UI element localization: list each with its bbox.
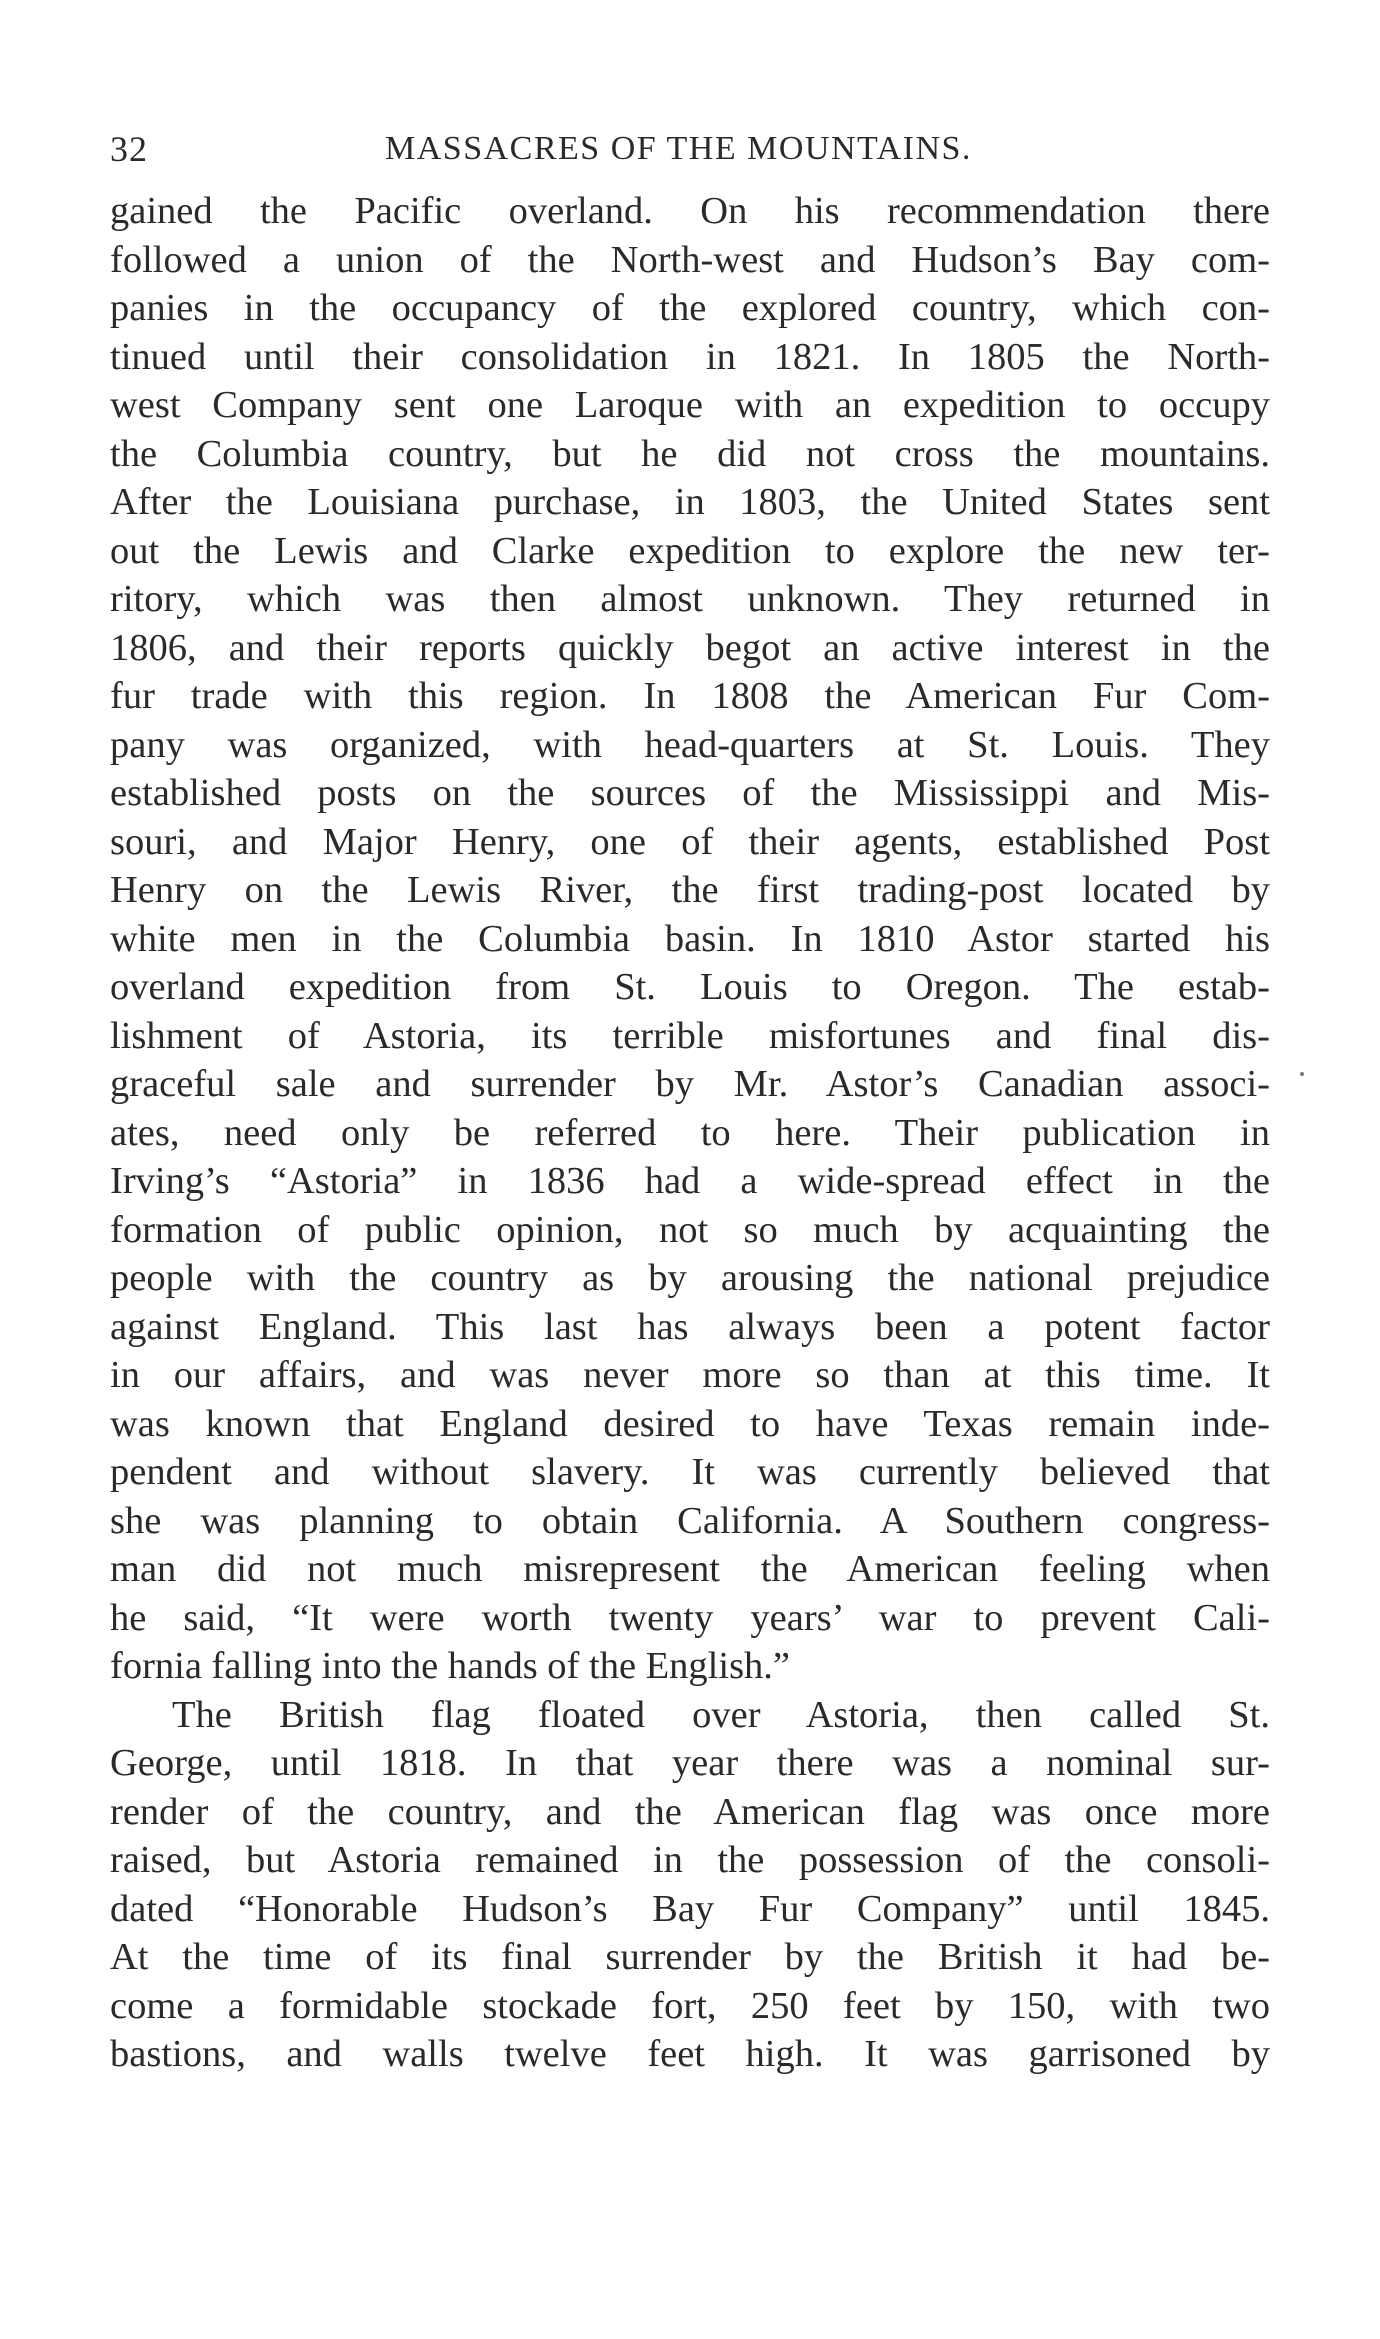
text-line: formation of public opinion, not so much by acquainting the — [110, 1208, 1270, 1251]
text-line: George, until 1818. In that year there was a nominal sur- — [110, 1742, 1270, 1784]
text-line: white men in the Columbia basin. In 1810 Astor started his — [110, 917, 1270, 960]
body-text — [110, 187, 1270, 2079]
text-line: graceful sale and surrender by Mr. Astor’s Canadian associ- — [110, 1063, 1270, 1105]
text-line: pendent and without slavery. It was currently believed that — [110, 1451, 1270, 1493]
text-line: established posts on the sources of the Mississippi and Mis- — [110, 772, 1270, 814]
text-line: souri, and Major Henry, one of their agents, established Post — [110, 820, 1270, 863]
text-line: against England. This last has always been a potent factor — [110, 1305, 1270, 1348]
text-line: gained the Pacific overland. On his recommendation there — [110, 190, 1270, 232]
text-line: panies in the occupancy of the explored country, which con- — [110, 287, 1270, 329]
text-line: overland expedition from St. Louis to Oregon. The estab- — [110, 966, 1270, 1008]
text-line: 1806, and their reports quickly begot an active interest in the — [110, 626, 1270, 669]
margin-mark — [1300, 1072, 1304, 1076]
text-line: bastions, and walls twelve feet high. It was garrisoned by — [110, 2033, 1270, 2075]
paragraph-start-line: The British flag floated over Astoria, then called St. — [172, 1693, 1270, 1736]
text-line: followed a union of the North-west and Hudson’s Bay com- — [110, 238, 1270, 281]
text-line: west Company sent one Laroque with an expedition to occupy — [110, 384, 1270, 426]
text-line: man did not much misrepresent the American feeling when — [110, 1548, 1270, 1590]
text-line: the Columbia country, but he did not cross the mountains. — [110, 432, 1270, 475]
text-line: Irving’s “Astoria” in 1836 had a wide-spread effect in the — [110, 1160, 1270, 1202]
paragraph-end-line: fornia falling into the hands of the English.” — [110, 1645, 791, 1687]
text-line: he said, “It were worth twenty years’ war to prevent Cali- — [110, 1596, 1270, 1639]
text-line: lishment of Astoria, its terrible misfortunes and final dis- — [110, 1014, 1270, 1057]
text-line: was known that England desired to have Texas remain inde- — [110, 1402, 1270, 1445]
text-line: render of the country, and the American flag was once more — [110, 1790, 1270, 1833]
text-line: come a formidable stockade fort, 250 feet by 150, with two — [110, 1984, 1270, 2027]
running-title: MASSACRES OF THE MOUNTAINS. — [385, 130, 972, 167]
text-line: she was planning to obtain California. A Southern congress- — [110, 1499, 1270, 1542]
text-line: out the Lewis and Clarke expedition to explore the new ter- — [110, 529, 1270, 572]
text-line: Henry on the Lewis River, the first trading-post located by — [110, 869, 1270, 911]
text-line: tinued until their consolidation in 1821. In 1805 the North- — [110, 335, 1270, 378]
text-line: dated “Honorable Hudson’s Bay Fur Company” until 1845. — [110, 1887, 1270, 1930]
page-number: 32 — [110, 129, 148, 169]
running-head — [110, 124, 1270, 174]
text-line: raised, but Astoria remained in the possession of the consoli- — [110, 1839, 1270, 1881]
text-line: pany was organized, with head-quarters at St. Louis. They — [110, 723, 1270, 766]
text-line: ates, need only be referred to here. Their publication in — [110, 1111, 1270, 1154]
text-line: After the Louisiana purchase, in 1803, the United States sent — [110, 481, 1270, 523]
text-line: in our affairs, and was never more so than at this time. It — [110, 1354, 1270, 1396]
text-line: At the time of its final surrender by the British it had be- — [110, 1936, 1270, 1978]
text-line: ritory, which was then almost unknown. They returned in — [110, 578, 1270, 620]
text-line: fur trade with this region. In 1808 the American Fur Com- — [110, 675, 1270, 717]
text-line: people with the country as by arousing the national prejudice — [110, 1257, 1270, 1299]
